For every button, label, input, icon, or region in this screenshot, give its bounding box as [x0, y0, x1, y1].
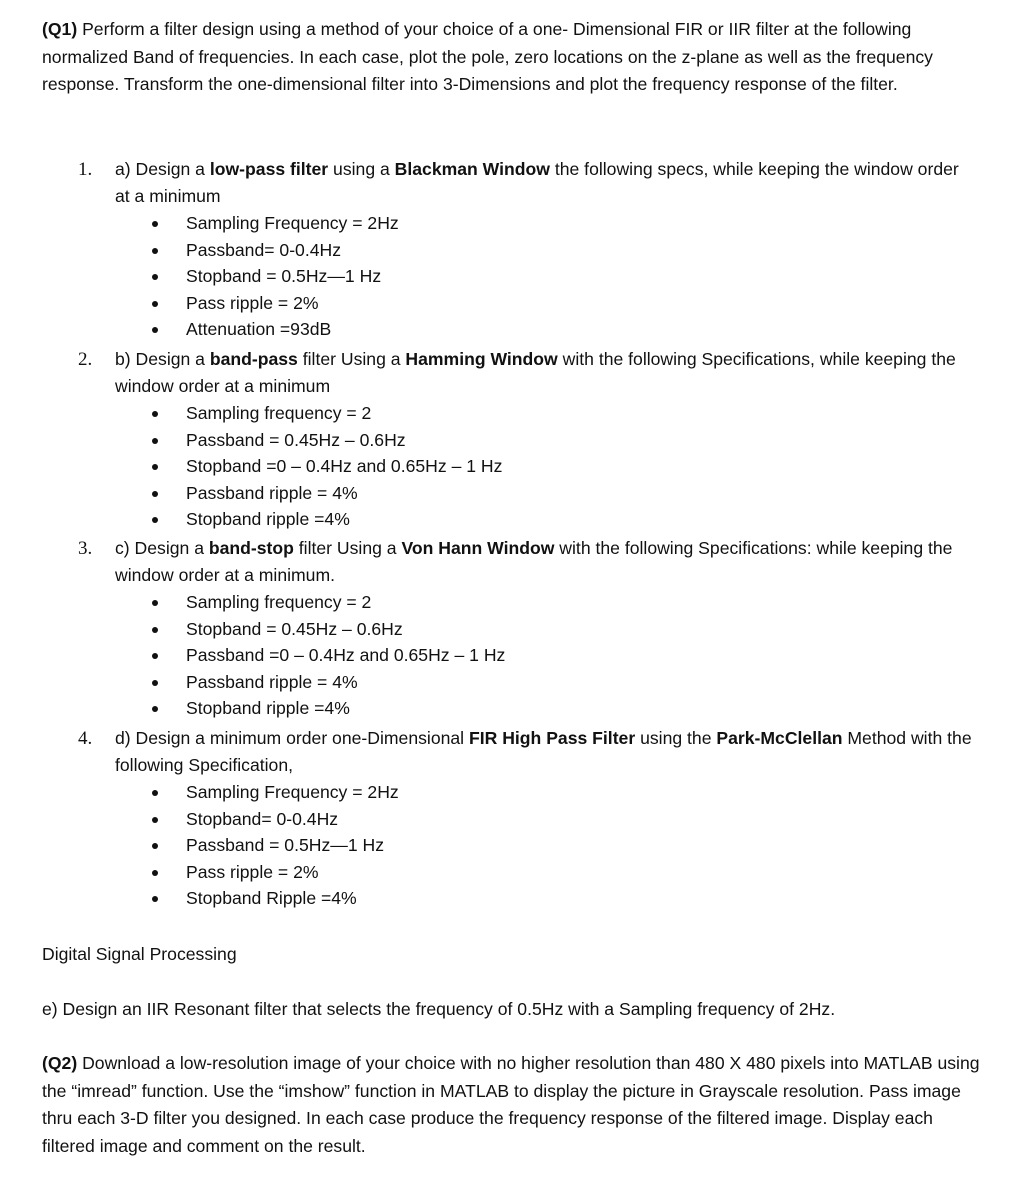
text-run: Perform a filter design using a method of your choice of a one- Dimensional FIR or IIR filter at the following normalized Band of frequencies. In each case, plot the pole, zero locations on the z-plane as well as the frequency response. Transform the one-dimensional filter into 3-Dimensions and plot the frequency response of the filter.: [42, 19, 933, 94]
bold-text: band-stop: [208, 538, 294, 558]
text-run: d) Design a minimum order one-Dimensional: [115, 728, 469, 748]
bullet-icon: [152, 790, 158, 796]
spec-text: Sampling Frequency = 2Hz: [186, 782, 399, 802]
text-run: the following specs, while keeping the window order at a minimum: [115, 159, 959, 206]
text-run: a) Design a: [115, 159, 210, 179]
spec-list: [152, 400, 978, 533]
spec-item: [152, 237, 978, 264]
spec-item: [152, 669, 978, 696]
list-item-text: [115, 346, 978, 400]
text-run: using the: [635, 728, 717, 748]
spec-text: Pass ripple = 2%: [186, 861, 319, 882]
spec-text: Stopband ripple =4%: [186, 509, 350, 530]
spec-item: [152, 589, 978, 616]
bullet-icon: [152, 464, 158, 470]
list-number: 2.: [78, 349, 93, 370]
spec-item: [152, 779, 978, 806]
spec-text: Stopband = 0.45Hz – 0.6Hz: [186, 618, 403, 639]
bold-text: Blackman Window: [394, 159, 550, 179]
question-1-paragraph: [42, 16, 982, 99]
spec-text: Passband= 0-0.4Hz: [186, 239, 342, 260]
bullet-icon: [152, 627, 158, 633]
spec-text: Pass ripple = 2%: [186, 292, 319, 313]
spec-item: [152, 210, 978, 237]
text-run: using a: [328, 159, 395, 179]
list-item-text: [115, 156, 978, 210]
spec-item: [152, 616, 978, 643]
bullet-icon: [152, 517, 158, 523]
spec-text: Sampling frequency = 2: [186, 403, 372, 423]
bullet-icon: [152, 221, 158, 227]
spec-item: [152, 290, 978, 317]
spec-item: [152, 885, 978, 912]
spec-item: [152, 263, 978, 290]
spec-item: [152, 316, 978, 343]
bullet-icon: [152, 301, 158, 307]
spec-text: Passband = 0.45Hz – 0.6Hz: [186, 429, 406, 450]
spec-text: Sampling frequency = 2: [186, 592, 372, 612]
bullet-icon: [152, 680, 158, 686]
list-item-2: [78, 346, 978, 533]
question-2-paragraph: [42, 1050, 982, 1160]
section-label: Digital Signal Processing: [42, 944, 237, 964]
spec-text: Attenuation =93dB: [186, 319, 332, 340]
spec-item: [152, 859, 978, 886]
bold-text: (Q1): [42, 19, 78, 39]
bold-text: band-pass: [209, 349, 298, 369]
bullet-icon: [152, 706, 158, 712]
spec-text: Stopband = 0.5Hz—1 Hz: [186, 266, 382, 287]
bullet-icon: [152, 843, 158, 849]
spec-item: [152, 400, 978, 427]
bullet-icon: [152, 327, 158, 333]
spec-text: Passband =0 – 0.4Hz and 0.65Hz – 1 Hz: [186, 645, 506, 666]
spec-item: [152, 695, 978, 722]
bullet-icon: [152, 817, 158, 823]
bullet-icon: [152, 411, 158, 417]
text-run: c) Design a: [115, 538, 209, 558]
text-run: b) Design a: [115, 349, 210, 369]
list-item-1: [78, 156, 978, 343]
spec-item: [152, 832, 978, 859]
bold-text: Von Hann Window: [401, 538, 555, 558]
spec-text: Stopband ripple =4%: [186, 698, 350, 719]
bullet-icon: [152, 274, 158, 280]
bold-text: Hamming Window: [405, 349, 558, 369]
list-number: 3.: [78, 538, 93, 559]
spec-list: [152, 779, 978, 912]
list-number: 4.: [78, 728, 93, 749]
spec-item: [152, 506, 978, 533]
spec-text: Sampling Frequency = 2Hz: [186, 213, 399, 233]
text-run: e) Design an IIR Resonant filter that selects the frequency of 0.5Hz with a Sampling frequency of 2Hz.: [42, 999, 836, 1019]
bullet-icon: [152, 491, 158, 497]
bullet-icon: [152, 248, 158, 254]
list-item-text: [115, 535, 978, 589]
text-run: with the following Specifications: while keeping the window order at a minimum.: [115, 538, 953, 585]
text-run: filter Using a: [297, 349, 406, 369]
bullet-icon: [152, 896, 158, 902]
list-item-text: [115, 725, 978, 779]
text-run: Download a low-resolution image of your choice with no higher resolution than 480 X 480 pixels into MATLAB using the “imread” function. Use the “imshow” function in MATLAB to display the picture in Grayscale resolution. Pass image thru each 3-D filter you designed. In each case produce the frequency response of the filtered image. Display each filtered image and comment on the result.: [42, 1053, 980, 1156]
list-item-4: [78, 725, 978, 912]
bold-text: FIR High Pass Filter: [468, 728, 636, 748]
spec-text: Passband ripple = 4%: [186, 482, 358, 503]
bold-text: low-pass filter: [209, 159, 329, 179]
spec-item: [152, 427, 978, 454]
spec-item: [152, 642, 978, 669]
bullet-icon: [152, 438, 158, 444]
bullet-icon: [152, 600, 158, 606]
spec-list: [152, 210, 978, 343]
spec-item: [152, 480, 978, 507]
spec-text: Stopband= 0-0.4Hz: [186, 808, 339, 829]
list-item-3: [78, 535, 978, 722]
bullet-icon: [152, 653, 158, 659]
spec-text: Stopband =0 – 0.4Hz and 0.65Hz – 1 Hz: [186, 456, 503, 477]
spec-item: [152, 453, 978, 480]
spec-text: Passband ripple = 4%: [186, 671, 358, 692]
list-number: 1.: [78, 159, 93, 180]
bullet-icon: [152, 870, 158, 876]
text-run: Method with the following Specification,: [115, 728, 972, 775]
bold-text: (Q2): [42, 1053, 78, 1073]
spec-item: [152, 806, 978, 833]
spec-list: [152, 589, 978, 722]
bold-text: Park-McClellan: [716, 728, 843, 748]
text-run: filter Using a: [293, 538, 402, 558]
spec-text: Stopband Ripple =4%: [186, 888, 357, 909]
spec-text: Passband = 0.5Hz—1 Hz: [186, 835, 385, 856]
text-run: with the following Specifications, while keeping the window order at a minimum: [115, 349, 956, 396]
part-e-paragraph: [42, 996, 982, 1024]
